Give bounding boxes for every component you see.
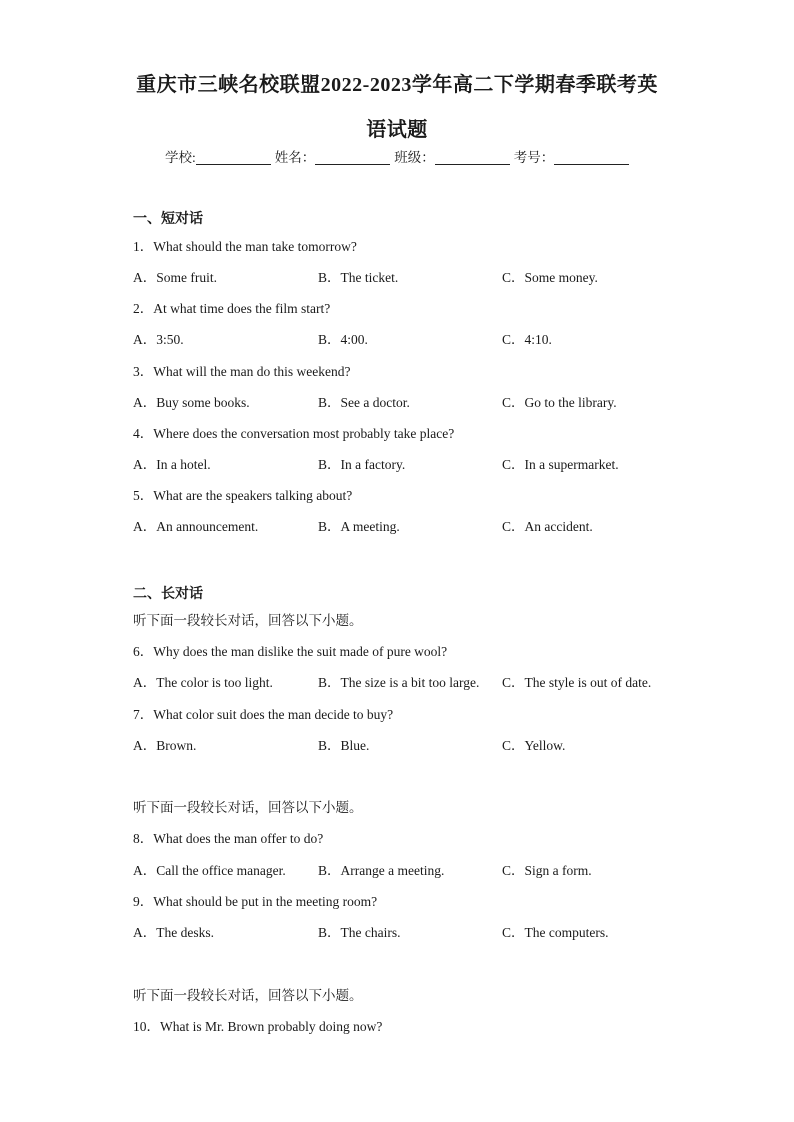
- option-7a: A．Brown.: [133, 738, 197, 753]
- question-4: 4．Where does the conversation most probably take place?: [133, 426, 455, 441]
- option-9a: A．The desks.: [133, 925, 214, 940]
- option-6a: A．The color is too light.: [133, 675, 273, 690]
- name-blank[interactable]: [315, 150, 390, 165]
- question-10: 10．What is Mr. Brown probably doing now?: [133, 1019, 383, 1034]
- option-2a: A．3:50.: [133, 332, 184, 347]
- option-7c: C．Yellow.: [502, 738, 566, 753]
- class-blank[interactable]: [435, 150, 510, 165]
- option-2c: C．4:10.: [502, 332, 552, 347]
- instruction-1: 听下面一段较长对话，回答以下小题。: [133, 613, 363, 628]
- option-2b: B．4:00.: [318, 332, 368, 347]
- option-3c: C．Go to the library.: [502, 395, 617, 410]
- option-5c: C．An accident.: [502, 519, 593, 534]
- option-3b: B．See a doctor.: [318, 395, 410, 410]
- name-label: 姓名：: [274, 150, 316, 165]
- question-2: 2．At what time does the film start?: [133, 301, 331, 316]
- option-1a: A．Some fruit.: [133, 270, 217, 285]
- option-1c: C．Some money.: [502, 270, 598, 285]
- question-5: 5．What are the speakers talking about?: [133, 488, 353, 503]
- section-heading-long-dialogues: 二、长对话: [133, 587, 203, 602]
- question-3: 3．What will the man do this weekend?: [133, 364, 351, 379]
- question-9: 9．What should be put in the meeting room?: [133, 894, 378, 909]
- option-9c: C．The computers.: [502, 925, 609, 940]
- option-4a: A．In a hotel.: [133, 457, 211, 472]
- option-7b: B．Blue.: [318, 738, 370, 753]
- school-blank[interactable]: [196, 150, 271, 165]
- school-label: 学校:: [165, 150, 196, 165]
- student-info-line: [165, 146, 633, 166]
- option-1b: B．The ticket.: [318, 270, 399, 285]
- instruction-2: 听下面一段较长对话，回答以下小题。: [133, 800, 363, 815]
- exam-number-blank[interactable]: [554, 150, 629, 165]
- instruction-3: 听下面一段较长对话，回答以下小题。: [133, 988, 363, 1003]
- option-4c: C．In a supermarket.: [502, 457, 619, 472]
- question-7: 7．What color suit does the man decide to buy?: [133, 707, 394, 722]
- page-title-continued: 语试题: [366, 119, 428, 141]
- page-title: 重庆市三峡名校联盟2022-2023学年高二下学期春季联考英: [136, 74, 658, 96]
- option-6b: B．The size is a bit too large.: [318, 675, 480, 690]
- option-4b: B．In a factory.: [318, 457, 406, 472]
- option-8c: C．Sign a form.: [502, 863, 592, 878]
- question-8: 8．What does the man offer to do?: [133, 831, 324, 846]
- option-8b: B．Arrange a meeting.: [318, 863, 445, 878]
- option-9b: B．The chairs.: [318, 925, 401, 940]
- exam-number-label: 考号：: [513, 150, 555, 165]
- section-heading-short-dialogues: 一、短对话: [133, 212, 203, 227]
- option-3a: A．Buy some books.: [133, 395, 250, 410]
- question-1: 1．What should the man take tomorrow?: [133, 239, 357, 254]
- class-label: 班级：: [394, 150, 435, 165]
- option-6c: C．The style is out of date.: [502, 675, 652, 690]
- option-8a: A．Call the office manager.: [133, 863, 286, 878]
- option-5b: B．A meeting.: [318, 519, 400, 534]
- question-6: 6．Why does the man dislike the suit made of pure wool?: [133, 644, 448, 659]
- option-5a: A．An announcement.: [133, 519, 259, 534]
